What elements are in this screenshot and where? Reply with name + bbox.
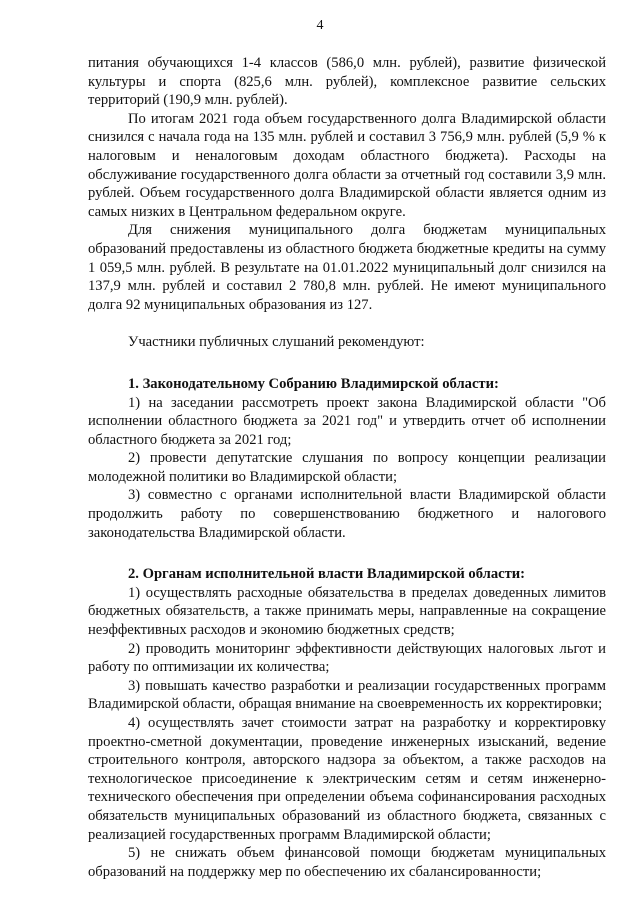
list-item: 2) проводить мониторинг эффективности действующих налоговых льгот и работу по оптимизации их количества;	[88, 640, 606, 676]
list-item: 4) осуществлять зачет стоимости затрат на разработку и корректировку проектно-сметной документации, проведение инженерных изысканий, ведение строительного контроля, авторского надзора за объектом, а также расходов на технологическое присоединение к электрическим сетям и сетям инженерно-технического обеспечения при определении объема софинансирования расходных обязательств муниципальных образований из областного бюджета, связанных с реализацией государственных программ Владимирской области;	[88, 715, 606, 843]
list-item: 2) провести депутатские слушания по вопросу концепции реализации молодежной политики во Владимирской области;	[88, 450, 606, 485]
page-number: 4	[316, 18, 324, 33]
paragraph-state-debt: По итогам 2021 года объем государственного долга Владимирской области снизился с начала года на 135 млн. рублей и составил 3 756,9 млн. рублей (5,9 % к налоговым и неналоговым доходам областного бюджета). Расходы на обслуживание государственного долга области за отчетный год составили 3,9 млн. рублей. Объем государственного долга Владимирской области является одним из самых низких в Центральном федеральном округе.	[88, 110, 606, 220]
section-heading-executive-authorities: 2. Органам исполнительной власти Владимирской области:	[128, 566, 526, 583]
paragraph-continuation: питания обучающихся 1-4 классов (586,0 млн. рублей), развитие физической культуры и спорта (825,6 млн. рублей), комплексное развитие сельских территорий (190,9 млн. рублей).	[88, 55, 606, 109]
list-item: 3) совместно с органами исполнительной власти Владимирской области продолжить работу по совершенствованию бюджетного и налогового законодательства Владимирской области.	[88, 487, 606, 541]
list-item: 1) на заседании рассмотреть проект закона Владимирской области "Об исполнении областного бюджета за 2021 год" и утвердить отчет об исполнении областного бюджета за 2021 год;	[88, 394, 606, 448]
paragraph-recommendations-intro: Участники публичных слушаний рекомендуют:	[128, 334, 425, 351]
paragraph-municipal-debt: Для снижения муниципального долга бюджетам муниципальных образований предоставлены из областного бюджета бюджетные кредиты на сумму 1 059,5 млн. рублей. В результате на 01.01.2022 муниципальный долг снизился на 137,9 млн. рублей и составил 2 780,8 млн. рублей. Не имеют муниципального долга 92 муниципальных образования из 127.	[88, 222, 606, 313]
list-item: 5) не снижать объем финансовой помощи бюджетам муниципальных образований на поддержку мер по обеспечению их сбалансированности;	[88, 845, 606, 880]
list-item: 1) осуществлять расходные обязательства в пределах доведенных лимитов бюджетных обязательств, а также принимать меры, направленные на сокращение неэффективных расходов и экономию бюджетных средств;	[88, 584, 606, 639]
list-item: 3) повышать качество разработки и реализации государственных программ Владимирской области, обращая внимание на своевременность их корректировки;	[88, 677, 606, 713]
document-body	[88, 54, 606, 881]
section-heading-legislative-assembly: 1. Законодательному Собранию Владимирской области:	[128, 375, 499, 392]
